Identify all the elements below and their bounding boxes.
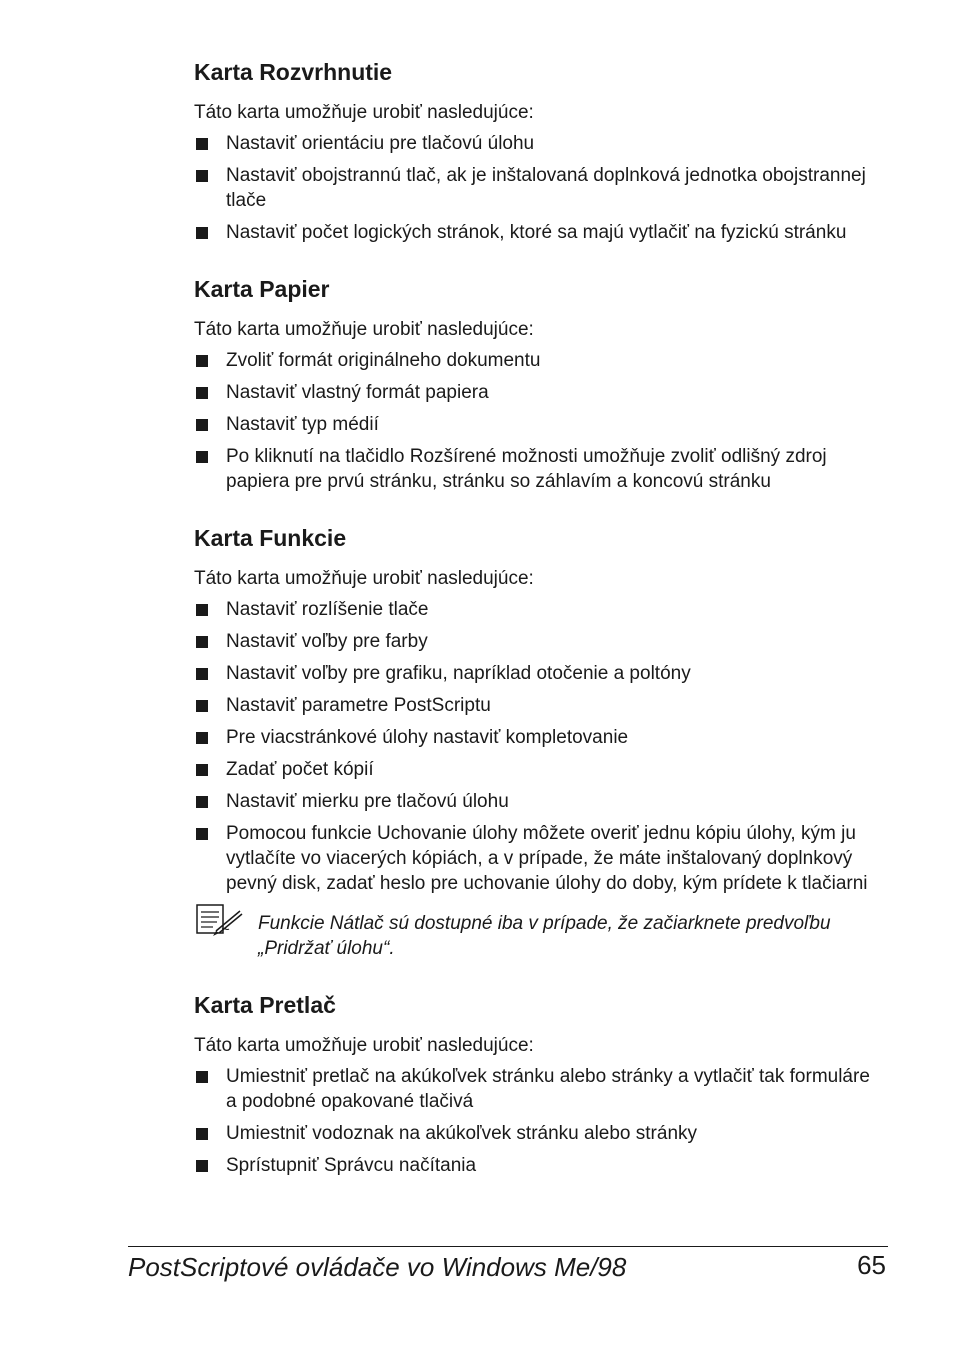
list-item [194,444,884,494]
list-item [194,380,884,405]
list-item [194,757,884,782]
section-papier [194,275,884,494]
section-title: Karta Funkcie [194,525,347,551]
bullet-square-icon [196,732,208,744]
list-item-text: Po kliknutí na tlačidlo Rozšírené možnosti umožňuje zvoliť odlišný zdroj papiera pre prvú stránku, stránku so záhlavím a koncovú stránku [226,446,827,492]
list-item-text: Nastaviť orientáciu pre tlačovú úlohu [226,133,535,154]
bullet-square-icon [196,1128,208,1140]
bullet-square-icon [196,227,208,239]
list-item [194,629,884,654]
footer-divider [128,1246,888,1247]
list-item-text: Pre viacstránkové úlohy nastaviť kompletovanie [226,727,629,748]
list-item [194,220,884,245]
list-item-text: Nastaviť voľby pre grafiku, napríklad otočenie a poltóny [226,663,691,684]
bullet-square-icon [196,170,208,182]
bullet-square-icon [196,700,208,712]
section-title: Karta Rozvrhnutie [194,59,393,85]
list-item [194,348,884,373]
list-item [194,1064,884,1114]
page-content [194,58,884,1185]
bullet-square-icon [196,828,208,840]
section-rozvrhnutie [194,58,884,245]
bullet-list [194,597,884,896]
list-item [194,693,884,718]
section-title: Karta Pretlač [194,992,336,1018]
bullet-square-icon [196,138,208,150]
section-intro: Táto karta umožňuje urobiť nasledujúce: [194,319,534,340]
bullet-square-icon [196,1071,208,1083]
list-item-text: Nastaviť parametre PostScriptu [226,695,491,716]
list-item [194,163,884,213]
bullet-square-icon [196,387,208,399]
list-item-text: Nastaviť mierku pre tlačovú úlohu [226,791,509,812]
section-pretlac [194,991,884,1178]
bullet-square-icon [196,668,208,680]
section-intro: Táto karta umožňuje urobiť nasledujúce: [194,1035,534,1056]
list-item-text: Nastaviť rozlíšenie tlače [226,599,429,620]
list-item-text: Umiestniť pretlač na akúkoľvek stránku alebo stránky a vytlačiť tak formuláre a podobné opakované tlačivá [226,1066,870,1112]
bullet-square-icon [196,1160,208,1172]
list-item-text: Nastaviť počet logických stránok, ktoré sa majú vytlačiť na fyzickú stránku [226,222,847,243]
bullet-list [194,1064,884,1178]
note-box [194,903,884,961]
list-item [194,1121,884,1146]
list-item-text: Pomocou funkcie Uchovanie úlohy môžete overiť jednu kópiu úlohy, kým ju vytlačíte vo viacerých kópiách, a v prípade, že máte inštalovaný doplnkový pevný disk, zadať heslo pre uchovanie úlohy do doby, kým prídete k tlačiarni [226,823,868,894]
list-item-text: Zvoliť formát originálneho dokumentu [226,350,541,371]
bullet-square-icon [196,355,208,367]
list-item [194,821,884,896]
list-item-text: Nastaviť vlastný formát papiera [226,382,489,403]
note-text: Funkcie Nátlač sú dostupné iba v prípade, že začiarknete predvoľbu „Pridržať úlohu“. [258,913,831,959]
list-item-text: Nastaviť typ médií [226,414,379,435]
bullet-square-icon [196,451,208,463]
section-intro: Táto karta umožňuje urobiť nasledujúce: [194,102,534,123]
note-pencil-icon [196,903,246,937]
list-item [194,661,884,686]
section-funkcie [194,524,884,961]
section-intro: Táto karta umožňuje urobiť nasledujúce: [194,568,534,589]
list-item-text: Umiestniť vodoznak na akúkoľvek stránku alebo stránky [226,1123,698,1144]
page-number: 65 [857,1250,886,1280]
list-item [194,412,884,437]
bullet-list [194,131,884,245]
bullet-square-icon [196,636,208,648]
section-title: Karta Papier [194,276,330,302]
bullet-list [194,348,884,494]
list-item [194,597,884,622]
bullet-square-icon [196,764,208,776]
footer-title: PostScriptové ovládače vo Windows Me/98 [128,1252,627,1282]
bullet-square-icon [196,419,208,431]
list-item [194,725,884,750]
bullet-square-icon [196,796,208,808]
list-item [194,131,884,156]
bullet-square-icon [196,604,208,616]
list-item-text: Sprístupniť Správcu načítania [226,1155,477,1176]
list-item-text: Nastaviť voľby pre farby [226,631,428,652]
list-item [194,1153,884,1178]
list-item-text: Zadať počet kópií [226,759,374,780]
list-item [194,789,884,814]
list-item-text: Nastaviť obojstrannú tlač, ak je inštalovaná doplnková jednotka obojstrannej tlače [226,165,866,211]
